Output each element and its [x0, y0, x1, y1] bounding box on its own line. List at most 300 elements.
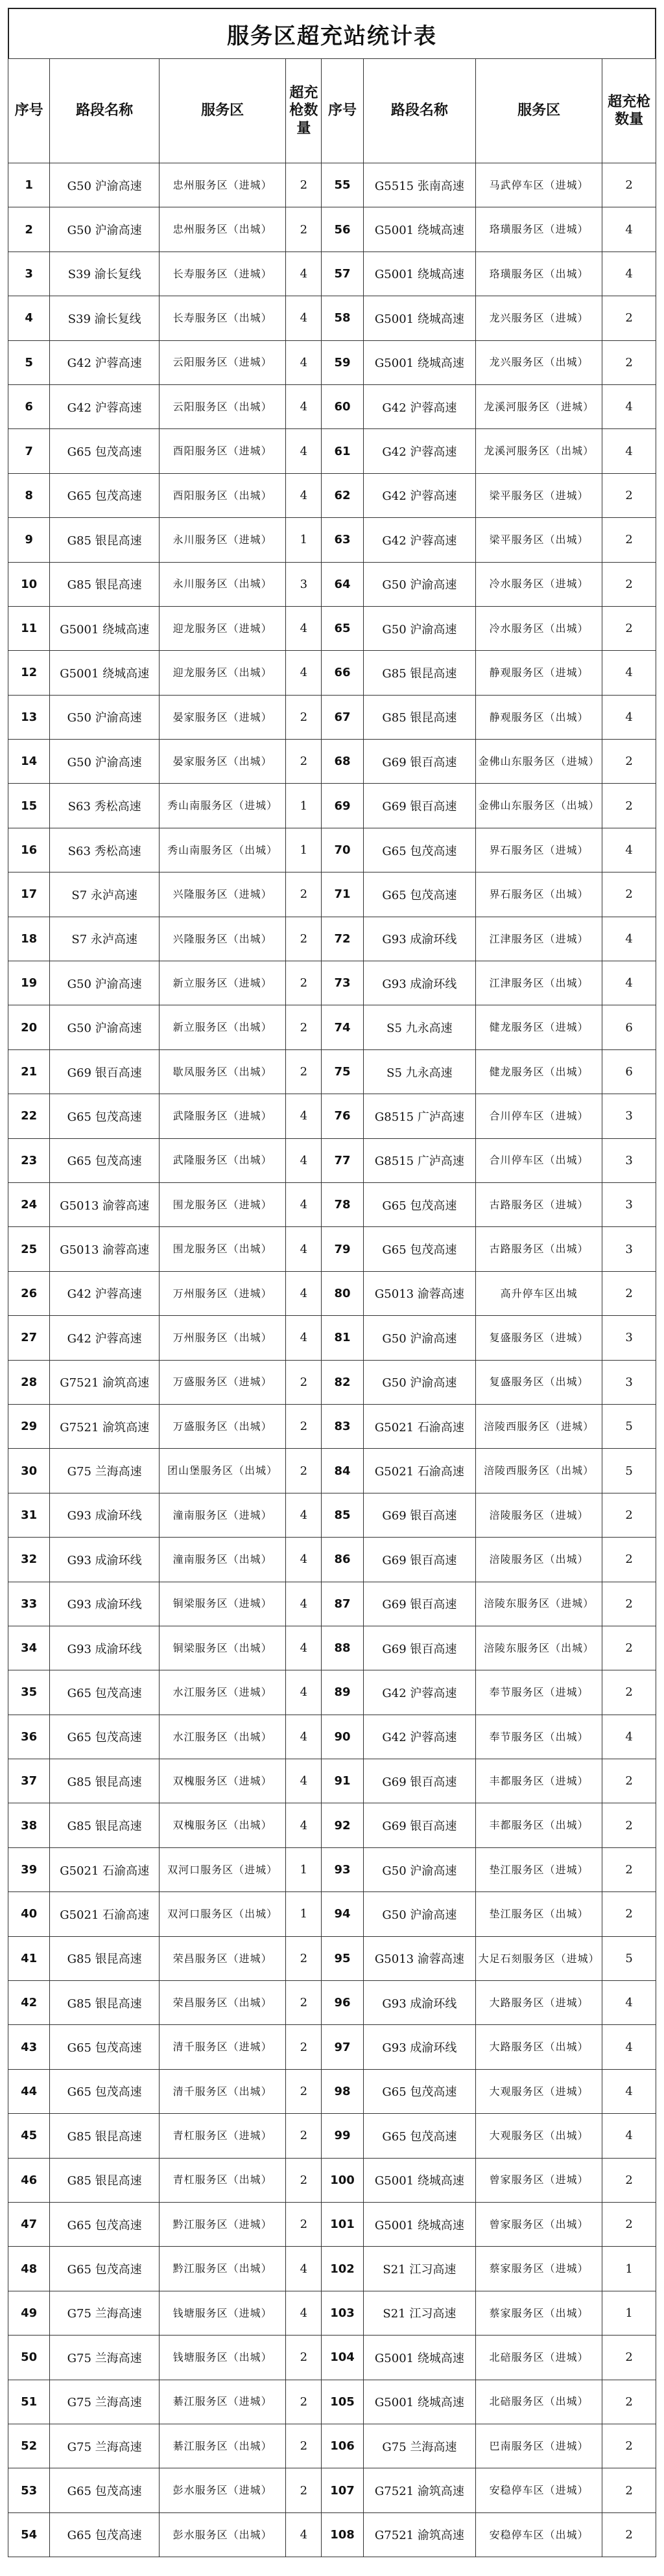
cell-area: 歇凤服务区（出城） [160, 1049, 286, 1094]
cell-seq: 15 [8, 784, 50, 828]
cell-area: 铜梁服务区（进城） [160, 1582, 286, 1626]
cell-seq: 54 [8, 2512, 50, 2557]
cell-road: G85 银昆高速 [363, 695, 475, 739]
cell-count: 6 [602, 1049, 656, 1094]
cell-seq: 73 [322, 961, 363, 1005]
table-row [8, 2247, 656, 2291]
cell-area: 复盛服务区（出城） [476, 1360, 602, 1404]
cell-count: 2 [602, 518, 656, 562]
cell-seq: 82 [322, 1360, 363, 1404]
cell-area: 酉阳服务区（出城） [160, 473, 286, 517]
cell-area: 冷水服务区（进城） [476, 562, 602, 606]
cell-road: G65 包茂高速 [50, 2247, 160, 2291]
cell-road: G50 沪渝高速 [50, 207, 160, 252]
cell-road: G5001 绕城高速 [50, 606, 160, 650]
cell-seq: 26 [8, 1271, 50, 1315]
cell-area: 涪陵服务区（出城） [476, 1538, 602, 1582]
cell-area: 钱塘服务区（出城） [160, 2336, 286, 2380]
table-row [8, 384, 656, 428]
header-area: 服务区 [160, 59, 286, 163]
cell-area: 界石服务区（进城） [476, 828, 602, 872]
cell-area: 忠州服务区（出城） [160, 207, 286, 252]
cell-seq: 1 [8, 163, 50, 207]
cell-count: 2 [286, 695, 322, 739]
cell-seq: 87 [322, 1582, 363, 1626]
cell-count: 4 [286, 1138, 322, 1182]
cell-count: 4 [602, 384, 656, 428]
cell-area: 蔡家服务区（进城） [476, 2247, 602, 2291]
cell-area: 龙兴服务区（进城） [476, 296, 602, 340]
cell-area: 晏家服务区（进城） [160, 695, 286, 739]
cell-road: G5013 渝蓉高速 [50, 1182, 160, 1226]
cell-area: 双河口服务区（出城） [160, 1892, 286, 1936]
cell-area: 梁平服务区（出城） [476, 518, 602, 562]
cell-area: 大足石刻服务区（进城） [476, 1936, 602, 1980]
cell-seq: 29 [8, 1404, 50, 1448]
table-row [8, 917, 656, 961]
cell-count: 4 [286, 2512, 322, 2557]
cell-count: 2 [602, 784, 656, 828]
cell-count: 2 [286, 163, 322, 207]
cell-count: 4 [602, 695, 656, 739]
cell-count: 4 [602, 961, 656, 1005]
cell-count: 1 [286, 1847, 322, 1891]
cell-seq: 45 [8, 2114, 50, 2158]
cell-area: 龙溪河服务区（出城） [476, 429, 602, 473]
cell-area: 合川停车区（进城） [476, 1094, 602, 1138]
cell-count: 2 [602, 1271, 656, 1315]
cell-count: 2 [286, 2380, 322, 2424]
cell-road: G65 包茂高速 [363, 2069, 475, 2113]
cell-road: G69 银百高速 [363, 1626, 475, 1670]
cell-seq: 41 [8, 1936, 50, 1980]
cell-road: G85 银昆高速 [50, 518, 160, 562]
cell-count: 4 [286, 1094, 322, 1138]
cell-road: G5001 绕城高速 [50, 651, 160, 695]
cell-seq: 85 [322, 1493, 363, 1537]
cell-road: G50 沪渝高速 [50, 740, 160, 784]
cell-road: G42 沪蓉高速 [363, 1670, 475, 1715]
cell-area: 双槐服务区（出城） [160, 1803, 286, 1847]
cell-count: 1 [286, 784, 322, 828]
cell-seq: 17 [8, 872, 50, 917]
cell-count: 4 [286, 340, 322, 384]
cell-count: 4 [602, 917, 656, 961]
cell-count: 2 [286, 207, 322, 252]
cell-seq: 30 [8, 1449, 50, 1493]
cell-seq: 89 [322, 1670, 363, 1715]
cell-seq: 57 [322, 252, 363, 296]
cell-area: 高升停车区出城 [476, 1271, 602, 1315]
cell-area: 清千服务区（出城） [160, 2069, 286, 2113]
cell-road: G8515 广泸高速 [363, 1138, 475, 1182]
cell-seq: 77 [322, 1138, 363, 1182]
cell-area: 云阳服务区（进城） [160, 340, 286, 384]
cell-area: 大观服务区（出城） [476, 2114, 602, 2158]
cell-road: G75 兰海高速 [50, 2291, 160, 2335]
cell-road: G5013 渝蓉高速 [363, 1271, 475, 1315]
table-row [8, 296, 656, 340]
table-body [8, 163, 656, 2557]
cell-count: 2 [602, 2380, 656, 2424]
cell-area: 长寿服务区（出城） [160, 296, 286, 340]
cell-road: S39 渝长复线 [50, 296, 160, 340]
cell-seq: 35 [8, 1670, 50, 1715]
cell-road: G42 沪蓉高速 [50, 340, 160, 384]
header-count: 超充枪数量 [286, 59, 322, 163]
table-row [8, 606, 656, 650]
cell-count: 2 [602, 562, 656, 606]
cell-area: 马武停车区（进城） [476, 163, 602, 207]
cell-count: 4 [286, 651, 322, 695]
cell-count: 2 [286, 2069, 322, 2113]
table-row [8, 1803, 656, 1847]
cell-area: 迎龙服务区（进城） [160, 606, 286, 650]
cell-count: 2 [602, 2158, 656, 2202]
cell-area: 垫江服务区（进城） [476, 1847, 602, 1891]
cell-count: 2 [286, 872, 322, 917]
cell-road: G42 沪蓉高速 [363, 1715, 475, 1759]
cell-area: 秀山南服务区（进城） [160, 784, 286, 828]
cell-count: 4 [286, 1182, 322, 1226]
cell-road: S5 九永高速 [363, 1005, 475, 1049]
cell-area: 大路服务区（进城） [476, 1981, 602, 2025]
cell-count: 2 [286, 1404, 322, 1448]
cell-area: 涪陵东服务区（进城） [476, 1582, 602, 1626]
table-row [8, 2512, 656, 2557]
cell-count: 2 [602, 2336, 656, 2380]
cell-road: G5013 渝蓉高速 [363, 1936, 475, 1980]
cell-seq: 61 [322, 429, 363, 473]
cell-count: 2 [602, 2468, 656, 2512]
cell-count: 2 [286, 961, 322, 1005]
cell-road: G65 包茂高速 [50, 473, 160, 517]
table-title: 服务区超充站统计表 [8, 8, 656, 58]
table-row [8, 1626, 656, 1670]
cell-seq: 13 [8, 695, 50, 739]
cell-seq: 79 [322, 1227, 363, 1271]
cell-count: 2 [286, 2202, 322, 2246]
cell-area: 潼南服务区（进城） [160, 1493, 286, 1537]
cell-seq: 21 [8, 1049, 50, 1094]
cell-area: 北碚服务区（出城） [476, 2380, 602, 2424]
cell-area: 涪陵西服务区（进城） [476, 1404, 602, 1448]
cell-count: 4 [602, 1981, 656, 2025]
cell-count: 2 [286, 917, 322, 961]
cell-count: 2 [286, 740, 322, 784]
cell-count: 4 [286, 1759, 322, 1803]
cell-road: G50 沪渝高速 [363, 1316, 475, 1360]
cell-seq: 5 [8, 340, 50, 384]
cell-area: 丰都服务区（出城） [476, 1803, 602, 1847]
table-row [8, 1670, 656, 1715]
cell-seq: 4 [8, 296, 50, 340]
cell-road: G42 沪蓉高速 [363, 473, 475, 517]
cell-road: G85 银昆高速 [50, 2158, 160, 2202]
cell-area: 黔江服务区（出城） [160, 2247, 286, 2291]
cell-road: G93 成渝环线 [50, 1538, 160, 1582]
table-row [8, 2069, 656, 2113]
cell-road: G5001 绕城高速 [363, 2202, 475, 2246]
cell-count: 4 [286, 429, 322, 473]
cell-road: G5013 渝蓉高速 [50, 1227, 160, 1271]
cell-seq: 94 [322, 1892, 363, 1936]
cell-road: G85 银昆高速 [50, 1759, 160, 1803]
cell-seq: 103 [322, 2291, 363, 2335]
cell-count: 5 [602, 1449, 656, 1493]
cell-count: 2 [602, 740, 656, 784]
cell-area: 武隆服务区（出城） [160, 1138, 286, 1182]
table-row [8, 1936, 656, 1980]
cell-seq: 25 [8, 1227, 50, 1271]
statistics-sheet [8, 8, 656, 2557]
cell-seq: 105 [322, 2380, 363, 2424]
cell-road: G65 包茂高速 [363, 828, 475, 872]
cell-count: 4 [602, 207, 656, 252]
table-row [8, 429, 656, 473]
cell-area: 围龙服务区（出城） [160, 1227, 286, 1271]
cell-road: G69 银百高速 [363, 1803, 475, 1847]
cell-seq: 52 [8, 2424, 50, 2468]
cell-seq: 104 [322, 2336, 363, 2380]
cell-seq: 12 [8, 651, 50, 695]
cell-seq: 63 [322, 518, 363, 562]
cell-count: 1 [286, 1892, 322, 1936]
cell-area: 綦江服务区（出城） [160, 2424, 286, 2468]
cell-road: G42 沪蓉高速 [50, 1271, 160, 1315]
table-row [8, 961, 656, 1005]
cell-seq: 20 [8, 1005, 50, 1049]
cell-road: S7 永泸高速 [50, 917, 160, 961]
cell-area: 新立服务区（出城） [160, 1005, 286, 1049]
cell-road: G50 沪渝高速 [50, 961, 160, 1005]
cell-road: G69 银百高速 [50, 1049, 160, 1094]
cell-area: 奉节服务区（出城） [476, 1715, 602, 1759]
table-row [8, 2202, 656, 2246]
table-row [8, 2336, 656, 2380]
cell-count: 3 [602, 1138, 656, 1182]
cell-road: G75 兰海高速 [363, 2424, 475, 2468]
cell-road: G85 银昆高速 [50, 562, 160, 606]
cell-area: 万盛服务区（进城） [160, 1360, 286, 1404]
cell-count: 2 [602, 1626, 656, 1670]
cell-area: 青杠服务区（进城） [160, 2114, 286, 2158]
cell-seq: 107 [322, 2468, 363, 2512]
cell-seq: 83 [322, 1404, 363, 1448]
cell-count: 4 [286, 1493, 322, 1537]
cell-count: 4 [286, 1715, 322, 1759]
cell-count: 2 [286, 2158, 322, 2202]
cell-road: G50 沪渝高速 [363, 1892, 475, 1936]
cell-area: 潼南服务区（出城） [160, 1538, 286, 1582]
table-row [8, 1582, 656, 1626]
cell-count: 2 [602, 2424, 656, 2468]
cell-count: 2 [286, 1449, 322, 1493]
table-row [8, 1892, 656, 1936]
cell-area: 荣昌服务区（出城） [160, 1981, 286, 2025]
table-row [8, 252, 656, 296]
cell-seq: 101 [322, 2202, 363, 2246]
cell-area: 珞璜服务区（进城） [476, 207, 602, 252]
cell-count: 4 [286, 384, 322, 428]
cell-road: G65 包茂高速 [50, 1138, 160, 1182]
cell-road: G65 包茂高速 [50, 1094, 160, 1138]
cell-road: S63 秀松高速 [50, 828, 160, 872]
cell-seq: 98 [322, 2069, 363, 2113]
cell-seq: 19 [8, 961, 50, 1005]
cell-area: 青杠服务区（出城） [160, 2158, 286, 2202]
cell-seq: 36 [8, 1715, 50, 1759]
cell-seq: 40 [8, 1892, 50, 1936]
table-row [8, 2380, 656, 2424]
cell-count: 4 [602, 2069, 656, 2113]
cell-seq: 64 [322, 562, 363, 606]
cell-road: G85 银昆高速 [50, 1981, 160, 2025]
cell-area: 彭水服务区（进城） [160, 2468, 286, 2512]
header-row [8, 59, 656, 163]
cell-area: 团山堡服务区（出城） [160, 1449, 286, 1493]
cell-seq: 80 [322, 1271, 363, 1315]
cell-road: G85 银昆高速 [50, 2114, 160, 2158]
table-row [8, 1449, 656, 1493]
cell-area: 涪陵东服务区（出城） [476, 1626, 602, 1670]
cell-count: 2 [602, 1582, 656, 1626]
cell-seq: 18 [8, 917, 50, 961]
cell-area: 冷水服务区（出城） [476, 606, 602, 650]
table-row [8, 651, 656, 695]
cell-area: 酉阳服务区（进城） [160, 429, 286, 473]
header-count: 超充枪数量 [602, 59, 656, 163]
cell-road: G5515 张南高速 [363, 163, 475, 207]
table-row [8, 1138, 656, 1182]
cell-count: 4 [286, 1227, 322, 1271]
cell-road: G50 沪渝高速 [363, 1847, 475, 1891]
cell-count: 4 [602, 651, 656, 695]
cell-seq: 69 [322, 784, 363, 828]
cell-seq: 49 [8, 2291, 50, 2335]
cell-seq: 81 [322, 1316, 363, 1360]
cell-seq: 55 [322, 163, 363, 207]
cell-road: G93 成渝环线 [363, 917, 475, 961]
cell-area: 古路服务区（进城） [476, 1182, 602, 1226]
cell-area: 涪陵西服务区（出城） [476, 1449, 602, 1493]
cell-count: 2 [286, 2424, 322, 2468]
cell-seq: 76 [322, 1094, 363, 1138]
table-row [8, 784, 656, 828]
cell-seq: 9 [8, 518, 50, 562]
cell-seq: 95 [322, 1936, 363, 1980]
table-row [8, 872, 656, 917]
cell-seq: 100 [322, 2158, 363, 2202]
cell-count: 4 [286, 1538, 322, 1582]
table-row [8, 2291, 656, 2335]
table-row [8, 207, 656, 252]
cell-count: 3 [602, 1182, 656, 1226]
cell-road: G69 银百高速 [363, 1582, 475, 1626]
cell-road: G65 包茂高速 [50, 1715, 160, 1759]
cell-count: 2 [602, 473, 656, 517]
cell-count: 4 [286, 1670, 322, 1715]
cell-road: G42 沪蓉高速 [50, 384, 160, 428]
cell-seq: 99 [322, 2114, 363, 2158]
table-row [8, 1493, 656, 1537]
cell-seq: 97 [322, 2025, 363, 2069]
cell-area: 清千服务区（进城） [160, 2025, 286, 2069]
cell-seq: 28 [8, 1360, 50, 1404]
cell-count: 3 [602, 1094, 656, 1138]
cell-seq: 38 [8, 1803, 50, 1847]
cell-seq: 108 [322, 2512, 363, 2557]
cell-area: 垫江服务区（出城） [476, 1892, 602, 1936]
cell-seq: 33 [8, 1582, 50, 1626]
cell-count: 2 [602, 1759, 656, 1803]
cell-seq: 96 [322, 1981, 363, 2025]
table-row [8, 1049, 656, 1094]
cell-road: G5001 绕城高速 [363, 207, 475, 252]
cell-road: G69 银百高速 [363, 784, 475, 828]
cell-area: 金佛山东服务区（进城） [476, 740, 602, 784]
cell-count: 2 [602, 1892, 656, 1936]
cell-road: G93 成渝环线 [363, 1981, 475, 2025]
cell-area: 静观服务区（进城） [476, 651, 602, 695]
cell-road: G75 兰海高速 [50, 2424, 160, 2468]
cell-road: G5021 石渝高速 [363, 1449, 475, 1493]
cell-count: 2 [602, 1803, 656, 1847]
cell-count: 2 [602, 1493, 656, 1537]
table-row [8, 1094, 656, 1138]
cell-area: 新立服务区（进城） [160, 961, 286, 1005]
cell-seq: 90 [322, 1715, 363, 1759]
cell-count: 3 [286, 562, 322, 606]
cell-count: 2 [602, 340, 656, 384]
cell-road: G5021 石渝高速 [363, 1404, 475, 1448]
cell-road: G93 成渝环线 [363, 961, 475, 1005]
table-row [8, 1182, 656, 1226]
cell-road: G50 沪渝高速 [50, 1005, 160, 1049]
cell-road: G65 包茂高速 [50, 429, 160, 473]
cell-area: 界石服务区（出城） [476, 872, 602, 917]
cell-area: 忠州服务区（进城） [160, 163, 286, 207]
cell-road: G50 沪渝高速 [363, 1360, 475, 1404]
cell-count: 5 [602, 1404, 656, 1448]
cell-area: 水江服务区（出城） [160, 1715, 286, 1759]
cell-seq: 65 [322, 606, 363, 650]
cell-area: 兴隆服务区（进城） [160, 872, 286, 917]
cell-area: 晏家服务区（出城） [160, 740, 286, 784]
cell-count: 2 [602, 1670, 656, 1715]
cell-count: 4 [286, 606, 322, 650]
cell-count: 4 [602, 2114, 656, 2158]
cell-count: 4 [602, 429, 656, 473]
cell-area: 金佛山东服务区（出城） [476, 784, 602, 828]
cell-area: 永川服务区（出城） [160, 562, 286, 606]
cell-area: 蔡家服务区（出城） [476, 2291, 602, 2335]
cell-count: 4 [286, 1626, 322, 1670]
cell-count: 4 [602, 828, 656, 872]
cell-seq: 60 [322, 384, 363, 428]
cell-seq: 102 [322, 2247, 363, 2291]
cell-count: 4 [286, 296, 322, 340]
cell-road: G93 成渝环线 [363, 2025, 475, 2069]
cell-road: G50 沪渝高速 [50, 163, 160, 207]
cell-road: G7521 渝筑高速 [363, 2468, 475, 2512]
cell-area: 万州服务区（出城） [160, 1316, 286, 1360]
cell-count: 4 [602, 2025, 656, 2069]
cell-count: 1 [602, 2291, 656, 2335]
cell-seq: 74 [322, 1005, 363, 1049]
cell-road: S39 渝长复线 [50, 252, 160, 296]
cell-count: 2 [286, 2025, 322, 2069]
